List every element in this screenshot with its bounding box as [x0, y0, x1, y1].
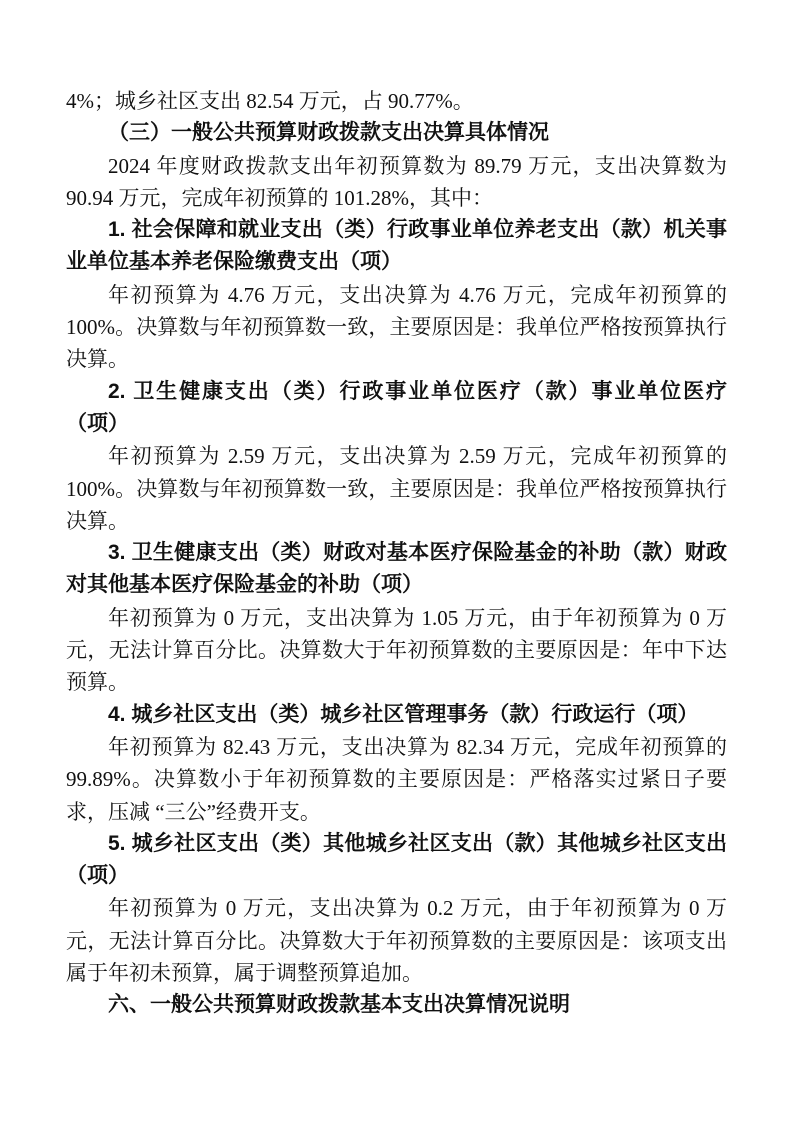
item-5-body: 年初预算为 0 万元，支出决算为 0.2 万元，由于年初预算为 0 万元，无法计算百分比。决算数大于年初预算数的主要原因是：该项支出属于年初未预算，属于调整预算追加。	[66, 896, 727, 986]
section-three-intro-paragraph: 2024 年度财政拨款支出年初预算数为 89.79 万元，支出决算数为 90.94 万元，完成年初预算的 101.28%，其中：	[66, 153, 727, 210]
item-4-body: 年初预算为 82.43 万元，支出决算为 82.34 万元，完成年初预算的 99.89%。决算数小于年初预算数的主要原因是：严格落实过紧日子要求，压减 “三公”经费开支。	[66, 734, 727, 824]
item-5-title: 5. 城乡社区支出（类）其他城乡社区支出（款）其他城乡社区支出（项）	[66, 831, 727, 888]
section-heading-three: （三）一般公共预算财政拨款支出决算具体情况	[108, 121, 549, 145]
item-2-body: 年初预算为 2.59 万元，支出决算为 2.59 万元，完成年初预算的 100%。决算数与年初预算数一致，主要原因是：我单位严格按预算执行决算。	[66, 444, 727, 533]
item-4-title: 4. 城乡社区支出（类）城乡社区管理事务（款）行政运行（项）	[108, 702, 699, 726]
item-1-title: 1. 社会保障和就业支出（类）行政事业单位养老支出（款）机关事业单位基本养老保险缴费支出（项）	[66, 218, 727, 274]
paragraph-continuation: 4%；城乡社区支出 82.54 万元，占 90.77%。	[66, 89, 474, 113]
item-2-title: 2. 卫生健康支出（类）行政事业单位医疗（款）事业单位医疗（项）	[66, 379, 727, 435]
item-3-title: 3. 卫生健康支出（类）财政对基本医疗保险基金的补助（款）财政对其他基本医疗保险基金的补助（项）	[66, 541, 727, 597]
item-1-body: 年初预算为 4.76 万元，支出决算为 4.76 万元，完成年初预算的 100%。决算数与年初预算数一致，主要原因是：我单位严格按预算执行决算。	[66, 282, 727, 372]
section-heading-six: 六、一般公共预算财政拨款基本支出决算情况说明	[108, 993, 570, 1017]
item-3-body: 年初预算为 0 万元，支出决算为 1.05 万元，由于年初预算为 0 万元，无法计算百分比。决算数大于年初预算数的主要原因是：年中下达预算。	[66, 605, 727, 695]
